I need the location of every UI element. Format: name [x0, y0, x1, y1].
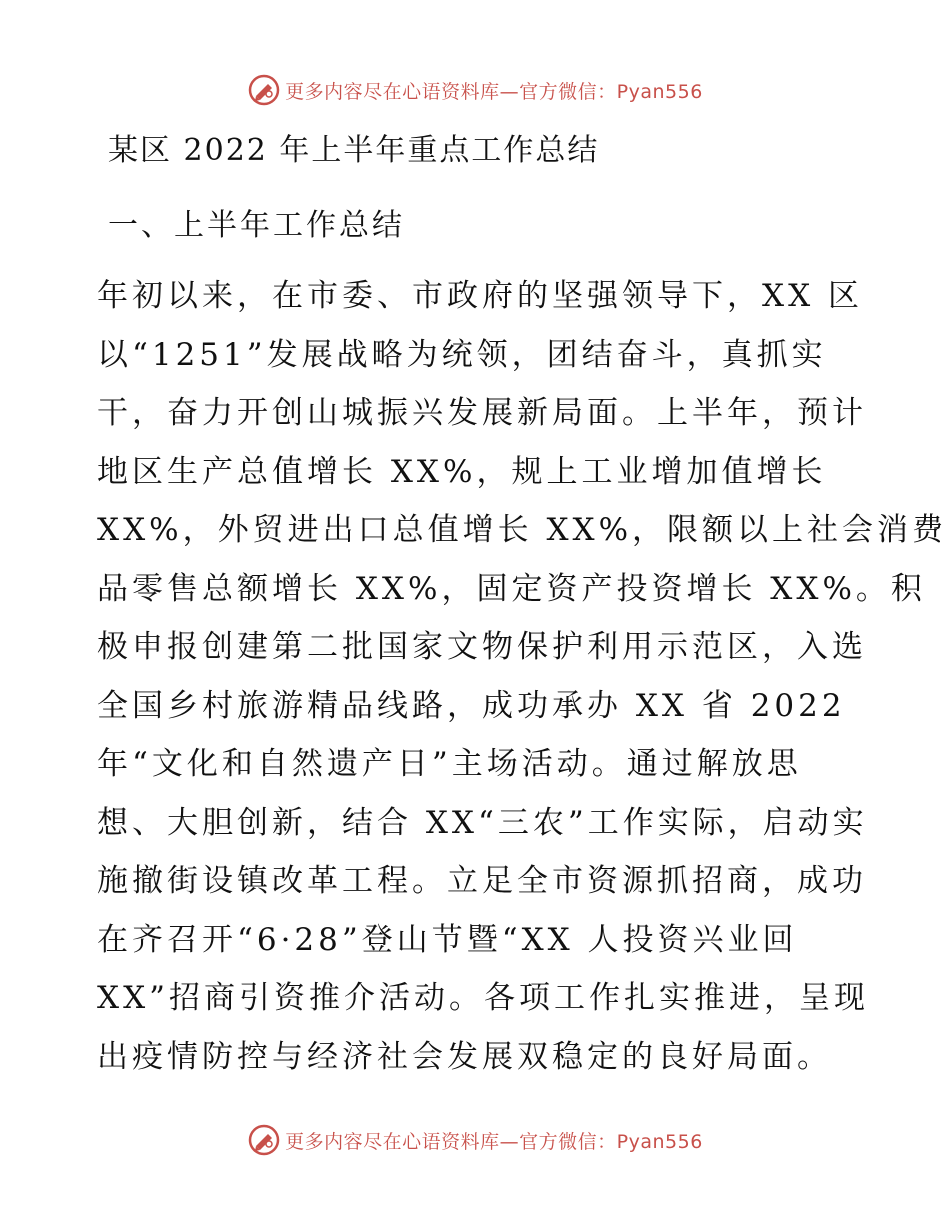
- body-line: 极申报创建第二批国家文物保护利用示范区，入选: [97, 629, 867, 665]
- body-line: XX”招商引资推介活动。各项工作扎实推进，呈现: [97, 980, 869, 1016]
- body-paragraph: [97, 274, 948, 1093]
- body-line: 品零售总额增长 XX%，固定资产投资增长 XX%。积: [97, 570, 926, 607]
- body-line: 干，奋力开创山城振兴发展新局面。上半年，预计: [97, 395, 867, 431]
- footer-watermark-text: 更多内容尽在心语资料库—官方微信：Pyan556: [285, 1130, 703, 1153]
- footer-watermark-banner: [0, 1120, 950, 1160]
- section-heading: 一、上半年工作总结: [108, 208, 405, 243]
- header-watermark-banner: [0, 70, 950, 110]
- body-line: 地区生产总值增长 XX%，规上工业增加值增长: [97, 453, 827, 490]
- header-watermark-text: 更多内容尽在心语资料库—官方微信：Pyan556: [285, 80, 703, 103]
- body-line: 以“1251”发展战略为统领，团结奋斗，真抓实: [97, 336, 827, 373]
- body-line: XX%，外贸进出口总值增长 XX%，限额以上社会消费: [97, 512, 948, 548]
- body-line: 想、大胆创新，结合 XX“三农”工作实际，启动实: [97, 804, 868, 841]
- body-line: 全国乡村旅游精品线路，成功承办 XX 省 2022: [97, 687, 846, 724]
- pen-logo-icon: [247, 1123, 281, 1157]
- body-line: 施撤街设镇改革工程。立足全市资源抓招商，成功: [97, 863, 867, 899]
- document-title: 某区 2022 年上半年重点工作总结: [108, 133, 600, 168]
- body-line: 出疫情防控与经济社会发展双稳定的良好局面。: [97, 1038, 832, 1075]
- pen-logo-icon: [247, 73, 281, 107]
- body-line: 在齐召开“6·28”登山节暨“XX 人投资兴业回: [97, 921, 798, 958]
- body-line: 年“文化和自然遗产日”主场活动。通过解放思: [97, 746, 802, 782]
- body-line: 年初以来，在市委、市政府的坚强领导下，XX 区: [97, 278, 863, 314]
